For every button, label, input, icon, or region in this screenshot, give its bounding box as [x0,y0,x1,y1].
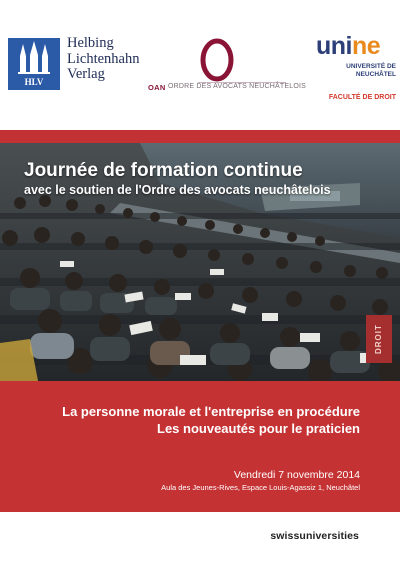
unine-logo-main: uni [316,32,352,60]
topic-line-2: Les nouveautés pour le praticien [157,421,360,436]
publisher-line-1: Helbing [67,35,114,51]
hlv-emblem-text: HLV [24,77,44,87]
swissuniversities-logo: swissuniversities [270,530,359,542]
unine-faculty: FACULTÉ DE DROIT [328,94,396,101]
unine-logo-accent: ne [352,32,381,60]
unine-name-line-1: UNIVERSITÉ DE [346,63,396,70]
unine-name [340,63,396,78]
event-subtitle: avec le soutien de l'Ordre des avocats neuchâtelois [24,183,331,197]
unine-name-line-2: NEUCHÂTEL [355,70,396,78]
publisher-name [67,36,139,83]
wall-sign: DROIT [366,315,392,363]
red-band [0,130,400,143]
church-spires-icon [8,38,60,90]
oan-abbr: OAN [148,83,166,92]
oan-full-name: ORDRE DES AVOCATS NEUCHÂTELOIS [168,83,306,90]
event-date: Vendredi 7 novembre 2014 [233,469,360,481]
publisher-line-3: Verlag [67,66,105,82]
unine-logo [316,32,380,61]
hero-titles [24,160,331,197]
oan-ring-icon [200,38,234,82]
info-panel [0,381,400,512]
event-venue: Aula des Jeunes-Rives, Espace Louis-Agassiz 1, Neuchâtel [161,483,360,492]
logo-row [0,0,400,130]
event-topic [62,403,360,437]
hlv-emblem [8,38,60,90]
event-title: Journée de formation continue [24,160,303,181]
publisher-line-2: Lichtenhahn [67,50,140,67]
topic-line-1: La personne morale et l'entreprise en procédure [62,404,360,419]
